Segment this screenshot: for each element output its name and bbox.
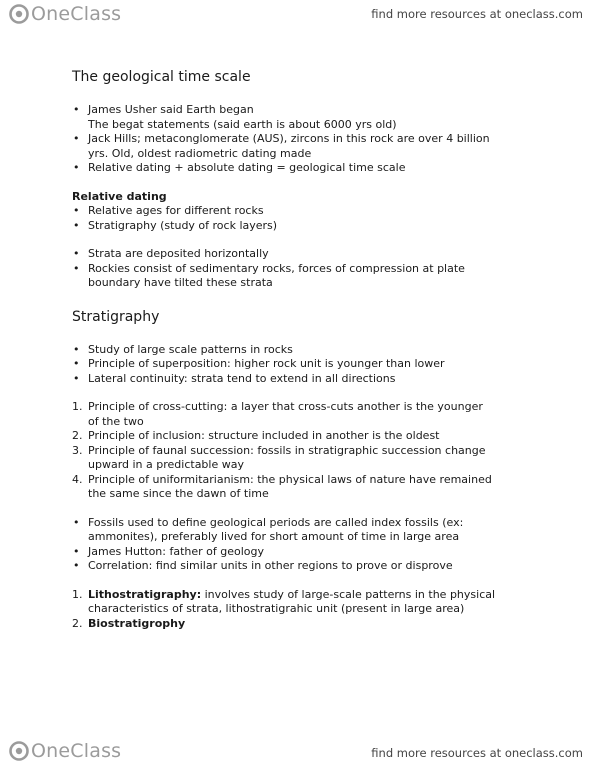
item-number: 3. (72, 443, 83, 457)
item-text: Principle of faunal succession: fossils in stratigraphic succession change (88, 443, 486, 457)
list-item (72, 357, 572, 372)
numbered-item (72, 617, 572, 632)
item-text: Principle of uniformitarianism: the physical laws of nature have remained (88, 472, 492, 486)
list-item-text: Strata are deposited horizontally (88, 247, 269, 260)
list-item (72, 161, 572, 176)
numbered-item (72, 444, 572, 473)
list-item-text: Relative ages for different rocks (88, 204, 264, 217)
list-item-text: Fossils used to define geological periods are called index fossils (ex: (88, 515, 464, 529)
list-item (72, 247, 572, 262)
item-number: 1. (72, 587, 83, 601)
stratigraphy-bullet-list (72, 343, 572, 387)
list-item-text: ammonites), preferably lived for short amount of time in large area (88, 530, 460, 543)
subheading-relative-dating: Relative dating (72, 189, 167, 203)
numbered-item (72, 473, 572, 502)
footer-resources-link[interactable]: find more resources at oneclass.com (371, 746, 583, 760)
list-item-text: Stratigraphy (study of rock layers) (88, 218, 278, 232)
list-item-text: Rockies consist of sedimentary rocks, forces of compression at plate (88, 261, 465, 275)
list-item (72, 516, 572, 545)
time-scale-bullet-list (72, 103, 572, 176)
list-item-text: yrs. Old, oldest radiometric dating made (88, 146, 312, 160)
section-title-geological-time-scale: The geological time scale (72, 69, 251, 85)
fossils-bullet-list (72, 516, 572, 574)
list-item (72, 219, 572, 234)
item-text: upward in a predictable way (88, 458, 244, 471)
header-resources-link[interactable]: find more resources at oneclass.com (371, 7, 583, 21)
list-item (72, 343, 572, 358)
list-item (72, 204, 572, 219)
list-item-text: James Usher said Earth began (88, 103, 254, 116)
list-item-text: James Hutton: father of geology (88, 544, 265, 558)
numbered-item (72, 429, 572, 444)
footer-logo-text: OneClass (31, 740, 122, 762)
footer-oneclass-logo[interactable] (8, 740, 121, 762)
item-number: 2. (72, 429, 83, 442)
list-item (72, 372, 572, 387)
item-text: Principle of inclusion: structure included in another is the oldest (88, 429, 440, 442)
numbered-item (72, 588, 572, 617)
item-text: characteristics of strata, lithostratigrahic unit (present in large area) (88, 602, 465, 615)
oneclass-logo[interactable] (8, 3, 121, 25)
list-item-text: Jack Hills; metaconglomerate (AUS), zircons in this rock are over 4 billion (88, 132, 490, 145)
list-item-text: boundary have tilted these strata (88, 276, 273, 289)
item-text: involves study of large-scale patterns in the physical (201, 587, 496, 601)
list-item-text: Study of large scale patterns in rocks (88, 342, 293, 356)
section-title-stratigraphy: Stratigraphy (72, 308, 160, 325)
list-item (72, 132, 572, 161)
item-text: of the two (88, 414, 144, 428)
oneclass-logo-text: OneClass (31, 3, 122, 25)
item-term: Lithostratigraphy: (88, 587, 202, 601)
principles-numbered-list (72, 400, 572, 502)
strata-bullet-list (72, 247, 572, 291)
list-item-text: Correlation: find similar units in other regions to prove or disprove (88, 559, 453, 572)
item-number: 4. (72, 472, 83, 486)
oneclass-logo-icon (8, 3, 30, 25)
list-item (72, 559, 572, 574)
item-number: 2. (72, 616, 83, 630)
item-text: the same since the dawn of time (88, 487, 269, 500)
item-number: 1. (72, 400, 83, 413)
list-item (72, 262, 572, 291)
list-item (72, 103, 572, 132)
note-content (72, 68, 572, 631)
oneclass-logo-icon (8, 740, 30, 762)
item-text: Principle of cross-cutting: a layer that cross-cuts another is the younger (88, 400, 483, 413)
list-item-text: The begat statements (said earth is about 6000 yrs old) (88, 117, 397, 131)
stratigraphy-types-numbered-list (72, 588, 572, 632)
list-item-text: Principle of superposition: higher rock unit is younger than lower (88, 357, 445, 370)
list-item-text: Relative dating + absolute dating = geological time scale (88, 161, 406, 174)
item-term: Biostratigrophy (88, 616, 186, 630)
relative-dating-bullet-list (72, 204, 572, 233)
numbered-item (72, 400, 572, 429)
list-item (72, 545, 572, 560)
list-item-text: Lateral continuity: strata tend to extend in all directions (88, 371, 396, 385)
